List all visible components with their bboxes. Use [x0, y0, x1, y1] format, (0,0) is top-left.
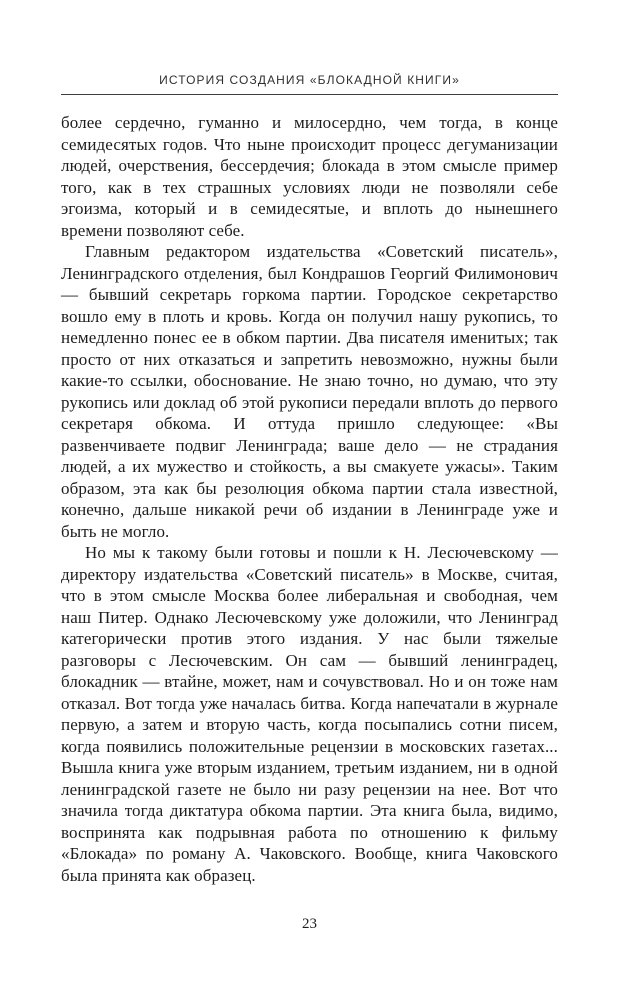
chapter-title: ИСТОРИЯ СОЗДАНИЯ «БЛОКАДНОЙ КНИГИ»: [159, 73, 460, 87]
page-body: [61, 112, 558, 886]
running-header: [61, 0, 558, 95]
paragraph: Главным редактором издательства «Советский писатель», Ленинградского отделения, был Кондрашов Георгий Филимонович — бывший секретарь горкома партии. Городское секретарство вошло ему в плоть и кровь. Когда он получил нашу рукопись, то немедленно понес ее в обком партии. Два писателя именитых; так просто от них отказаться и запретить невозможно, нужны были какие-то ссылки, обоснование. Не знаю точно, но думаю, что эту рукопись или доклад об этой рукописи передали вплоть до первого секретаря обкома. И оттуда пришло следующее: «Вы развенчиваете подвиг Ленинграда; ваше дело — не страдания людей, а их мужество и стойкость, а вы смакуете ужасы». Таким образом, эта как бы резолюция обкома партии стала известной, конечно, дальше никакой речи об издании в Ленинграде уже и быть не могло.: [61, 242, 558, 541]
header-divider: [61, 94, 558, 95]
paragraph: Но мы к такому были готовы и пошли к Н. Лесючевскому — директору издательства «Советский писатель» в Москве, считая, что в этом смысле Москва более либеральная и свободная, чем наш Питер. Однако Лесючевскому уже доложили, что Ленинград категорически против этого издания. У нас были тяжелые разговоры с Лесючевским. Он сам — бывший ленинградец, блокадник — втайне, может, нам и сочувствовал. Но и он тоже нам отказал. Вот тогда уже началась битва. Когда напечатали в журнале первую, а затем и вторую часть, когда посыпались сотни писем, когда появились положительные рецензии в московских газетах... Вышла книга уже вторым изданием, третьим изданием, ни в одной ленинградской газете не было ни разу рецензии на нее. Вот что значила тогда диктатура обкома партии. Эта книга была, видимо, воспринята как подрывная работа по отношению к фильму «Блокада» по роману А. Чаковского. Вообще, книга Чаковского была принята как образец.: [61, 543, 558, 885]
page-number: 23: [302, 916, 317, 932]
paragraph: более сердечно, гуманно и милосердно, чем тогда, в конце семидесятых годов. Что ныне происходит процесс дегуманизации людей, очерствения, бессердечия; блокада в этом смысле пример того, как в тех страшных условиях люди не позволяли себе эгоизма, который и в семидесятые, и вплоть до нынешнего времени позволяют себе.: [61, 113, 558, 240]
page-footer: [0, 915, 619, 933]
